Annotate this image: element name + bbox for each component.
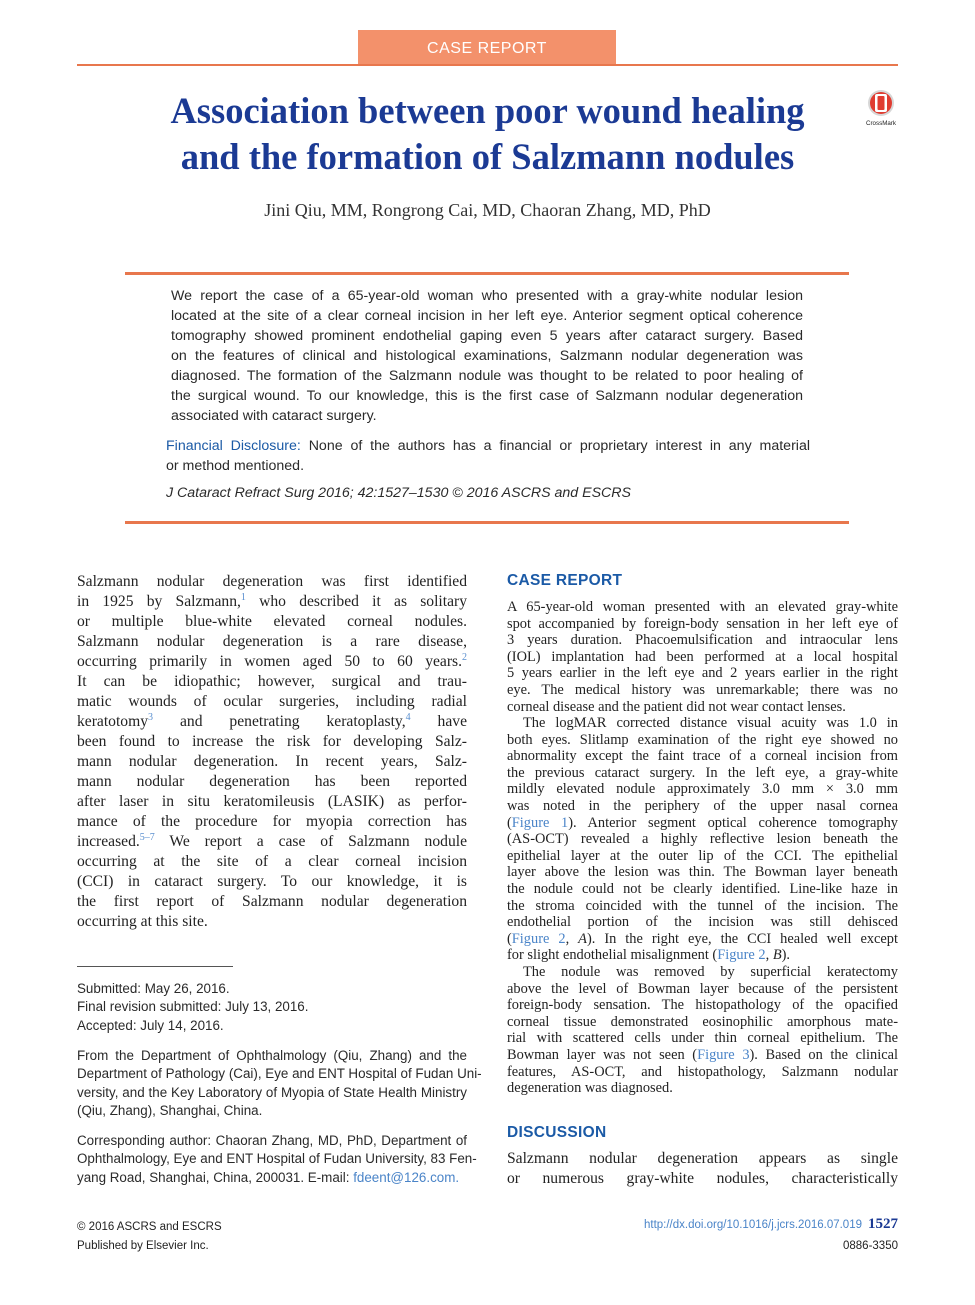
- financial-disclosure-text-2: or method mentioned.: [166, 458, 305, 474]
- body-line: layer above the lesion was thin. The Bowman layer beneath: [507, 864, 898, 881]
- abstract-line: located at the site of a clear corneal incision in her left eye. Anterior segment optical coherence: [171, 308, 803, 324]
- abstract-line: on the features of clinical and histological examinations, Salzmann nodular degeneration was: [171, 348, 803, 364]
- accepted-date: Accepted: July 14, 2016.: [77, 1017, 224, 1033]
- affiliation-line: Department of Pathology (Cai), Eye and ENT Hospital of Fudan Uni-: [77, 1066, 482, 1082]
- body-line: abnormality except the faint trace of a corneal incision from: [507, 748, 898, 765]
- body-line: mance of the procedure for myopia correction has: [77, 813, 467, 830]
- figure-2a-link[interactable]: Figure 2: [511, 930, 566, 947]
- body-line: the previous cataract surgery. In the left eye, a gray-white: [507, 764, 898, 781]
- body-line: corneal tissue demonstrated eosinophilic amorphous mate-: [507, 1013, 898, 1030]
- financial-disclosure: [166, 436, 810, 476]
- body-line: corneal disease and the patient did not wear contact lenses.: [507, 698, 846, 715]
- body-line: (Figure 1). Anterior segment optical coherence tomography: [507, 814, 898, 831]
- journal-citation: J Cataract Refract Surg 2016; 42:1527–1530 © 2016 ASCRS and ESCRS: [166, 485, 631, 501]
- case-paragraph-1: [507, 599, 898, 715]
- affiliation-line: From the Department of Ophthalmology (Qiu, Zhang) and the: [77, 1048, 467, 1063]
- body-line: The logMAR corrected distance visual acuity was 1.0 in: [523, 715, 898, 731]
- body-line: (Figure 2, A). In the right eye, the CCI healed well except: [507, 930, 898, 947]
- reference-link[interactable]: 2: [462, 651, 467, 663]
- correspondence-line: Corresponding author: Chaoran Zhang, MD, PhD, Department of: [77, 1133, 467, 1148]
- figure-2b-link[interactable]: Figure 2: [717, 947, 766, 964]
- title-line-2: and the formation of Salzmann nodules: [180, 136, 795, 177]
- body-line: in 1925 by Salzmann,$^1$ who described it as solitary: [77, 591, 467, 610]
- crossmark-icon[interactable]: [862, 88, 900, 128]
- body-line: or numerous gray-white nodules, characteristically: [507, 1170, 898, 1187]
- abstract-line: We report the case of a 65-year-old woman who presented with a gray-white nodular lesion: [171, 288, 803, 304]
- body-line: mildly elevated nodule approximately 3.0 mm × 3.0 mm: [507, 781, 898, 798]
- copyright-notice: © 2016 ASCRS and ESCRS: [77, 1221, 222, 1233]
- reference-link[interactable]: 4: [405, 711, 411, 723]
- footnote-rule: [77, 966, 233, 967]
- abstract-top-rule: [125, 272, 849, 275]
- doi-link[interactable]: http://dx.doi.org/10.1016/j.jcrs.2016.07.019: [643, 1219, 862, 1231]
- issn: 0886-3350: [843, 1240, 898, 1252]
- body-line: degeneration was diagnosed.: [507, 1080, 673, 1097]
- body-line: increased.$^{5-7}$ We report a case of Salzmann nodule: [77, 831, 467, 850]
- email-link[interactable]: fdeent@126.com.: [353, 1169, 460, 1185]
- footer-right: [644, 1214, 898, 1257]
- reference-link[interactable]: 1: [240, 591, 246, 603]
- submitted-date: Submitted: May 26, 2016.: [77, 981, 230, 996]
- abstract-line: the surgical wound. To our knowledge, this is the first case of Salzmann nodular degeneration: [171, 388, 803, 404]
- body-line: foreign-body sensation. The histopathology of the opacified: [507, 997, 898, 1014]
- case-paragraph-2: [507, 715, 898, 964]
- publisher-notice: Published by Elsevier Inc.: [77, 1240, 209, 1252]
- body-line: endothelial portion of the incision was still dehisced: [507, 914, 898, 931]
- figure-1-link[interactable]: Figure 1: [511, 814, 569, 831]
- body-line: features, AS-OCT, and histopathology, Salzmann nodular: [507, 1063, 898, 1080]
- case-report-heading: CASE REPORT: [507, 572, 623, 589]
- introduction-text: [77, 572, 467, 932]
- discussion-text: [507, 1149, 898, 1189]
- body-line: Salzmann nodular degeneration appears as single: [507, 1150, 898, 1167]
- body-line: (AS-OCT) revealed a highly reflective lesion beneath the: [507, 831, 898, 848]
- body-line: Salzmann nodular degeneration is a rare disease,: [77, 633, 467, 650]
- correspondence-line: Ophthalmology, Eye and ENT Hospital of Fudan University, 83 Fen-: [77, 1151, 477, 1167]
- body-line: Bowman layer was not seen (Figure 3). Based on the clinical: [507, 1046, 898, 1063]
- financial-disclosure-label: Financial Disclosure:: [166, 438, 301, 454]
- body-line: above the level of Bowman layer because of the persistent: [507, 980, 898, 997]
- body-line: Salzmann nodular degeneration was first identified: [77, 573, 467, 590]
- body-line: epithelial layer at the outer lip of the CCI. The epithelial: [507, 847, 898, 864]
- body-line: eye. The medical history was unremarkable; there was no: [507, 681, 898, 698]
- body-line: occurring primarily in women aged 50 to 60 years.$^2$: [77, 651, 467, 670]
- body-line: occurring at this site.: [77, 913, 208, 930]
- body-line: 3 years duration. Phacoemulsification and intraocular lens: [507, 632, 898, 649]
- reference-link[interactable]: 5–7: [139, 831, 155, 843]
- body-line: occurring at the site of a clear corneal incision: [77, 853, 467, 870]
- body-line: the first report of Salzmann nodular degeneration: [77, 893, 467, 910]
- abstract-line: tomography showed prominent endothelial gaping even 5 years after cataract surgery. Based: [171, 328, 803, 344]
- body-line: The nodule was removed by superficial keratectomy: [523, 964, 898, 980]
- final-revision-date: Final revision submitted: July 13, 2016.: [77, 999, 309, 1015]
- article-type-tag: CASE REPORT: [358, 30, 616, 66]
- affiliations: [77, 1047, 482, 1120]
- abstract-line: diagnosed. The formation of the Salzmann nodule was thought to be related to poor healing of: [171, 368, 803, 384]
- abstract-bottom-rule: [125, 521, 849, 524]
- body-line: the nodule could not be clearly identified. Line-like haze in: [507, 880, 898, 897]
- body-line: keratotomy$^3$ and penetrating keratoplasty,$^4$ have: [77, 711, 467, 730]
- body-line: both eyes. Slitlamp examination of the right eye showed no: [507, 731, 898, 748]
- article-title: [110, 88, 865, 180]
- body-line: A 65-year-old woman presented with an elevated gray-white: [507, 599, 898, 615]
- body-line: for slight endothelial misalignment (Figure 2, B).: [507, 947, 790, 964]
- body-line: (CCI) in cataract surgery. To our knowledge, it is: [77, 873, 467, 890]
- abstract-line: associated with cataract surgery.: [171, 408, 377, 424]
- financial-disclosure-text-1: None of the authors has a financial or proprietary interest in any material: [308, 438, 810, 454]
- case-paragraph-3: [507, 964, 898, 1097]
- body-line: spot accompanied by foreign-body sensation in her left eye of: [507, 615, 898, 632]
- submission-dates: [77, 980, 467, 1035]
- body-line: (IOL) implantation had been performed at a local hospital: [507, 648, 898, 665]
- body-line: mann nodular degeneration. In recent years, Salz-: [77, 753, 467, 770]
- body-line: been found to increase the risk for developing Salz-: [77, 733, 467, 750]
- correspondence-line: yang Road, Shanghai, China, 200031. E-mail: fdeent@126.com.: [77, 1169, 460, 1185]
- corresponding-author: [77, 1132, 477, 1187]
- author-list: Jini Qiu, MM, Rongrong Cai, MD, Chaoran Zhang, MD, PhD: [264, 200, 711, 220]
- abstract: [171, 286, 803, 426]
- figure-3-link[interactable]: Figure 3: [697, 1046, 750, 1063]
- body-line: the stroma coincided with the tunnel of the incision. The: [507, 897, 898, 914]
- affiliation-line: (Qiu, Zhang), Shanghai, China.: [77, 1102, 263, 1118]
- body-line: matic wounds of ocular surgeries, including radial: [77, 693, 467, 710]
- header-rule: [77, 64, 898, 66]
- body-line: mann nodular degeneration has been reported: [77, 773, 467, 790]
- body-line: or multiple blue-white elevated corneal nodules.: [77, 613, 467, 630]
- body-line: 5 years earlier in the left eye and 2 years earlier in the right: [507, 665, 898, 682]
- body-line: It can be idiopathic; however, surgical and trau-: [77, 673, 467, 690]
- page-number: 1527: [868, 1216, 898, 1232]
- body-line: rial with scattered cells under thin corneal epithelium. The: [507, 1030, 898, 1047]
- reference-link[interactable]: 3: [148, 711, 154, 723]
- title-line-1: Association between poor wound healing: [170, 90, 805, 131]
- body-line: was noted in the periphery of the upper nasal cornea: [507, 797, 898, 814]
- footer-left: [77, 1218, 222, 1256]
- affiliation-line: versity, and the Key Laboratory of Myopia of State Health Ministry: [77, 1084, 467, 1100]
- body-line: after laser in situ keratomileusis (LASIK) as perfor-: [77, 793, 467, 810]
- discussion-heading: DISCUSSION: [507, 1124, 607, 1141]
- crossmark-label: CrossMark: [866, 120, 896, 127]
